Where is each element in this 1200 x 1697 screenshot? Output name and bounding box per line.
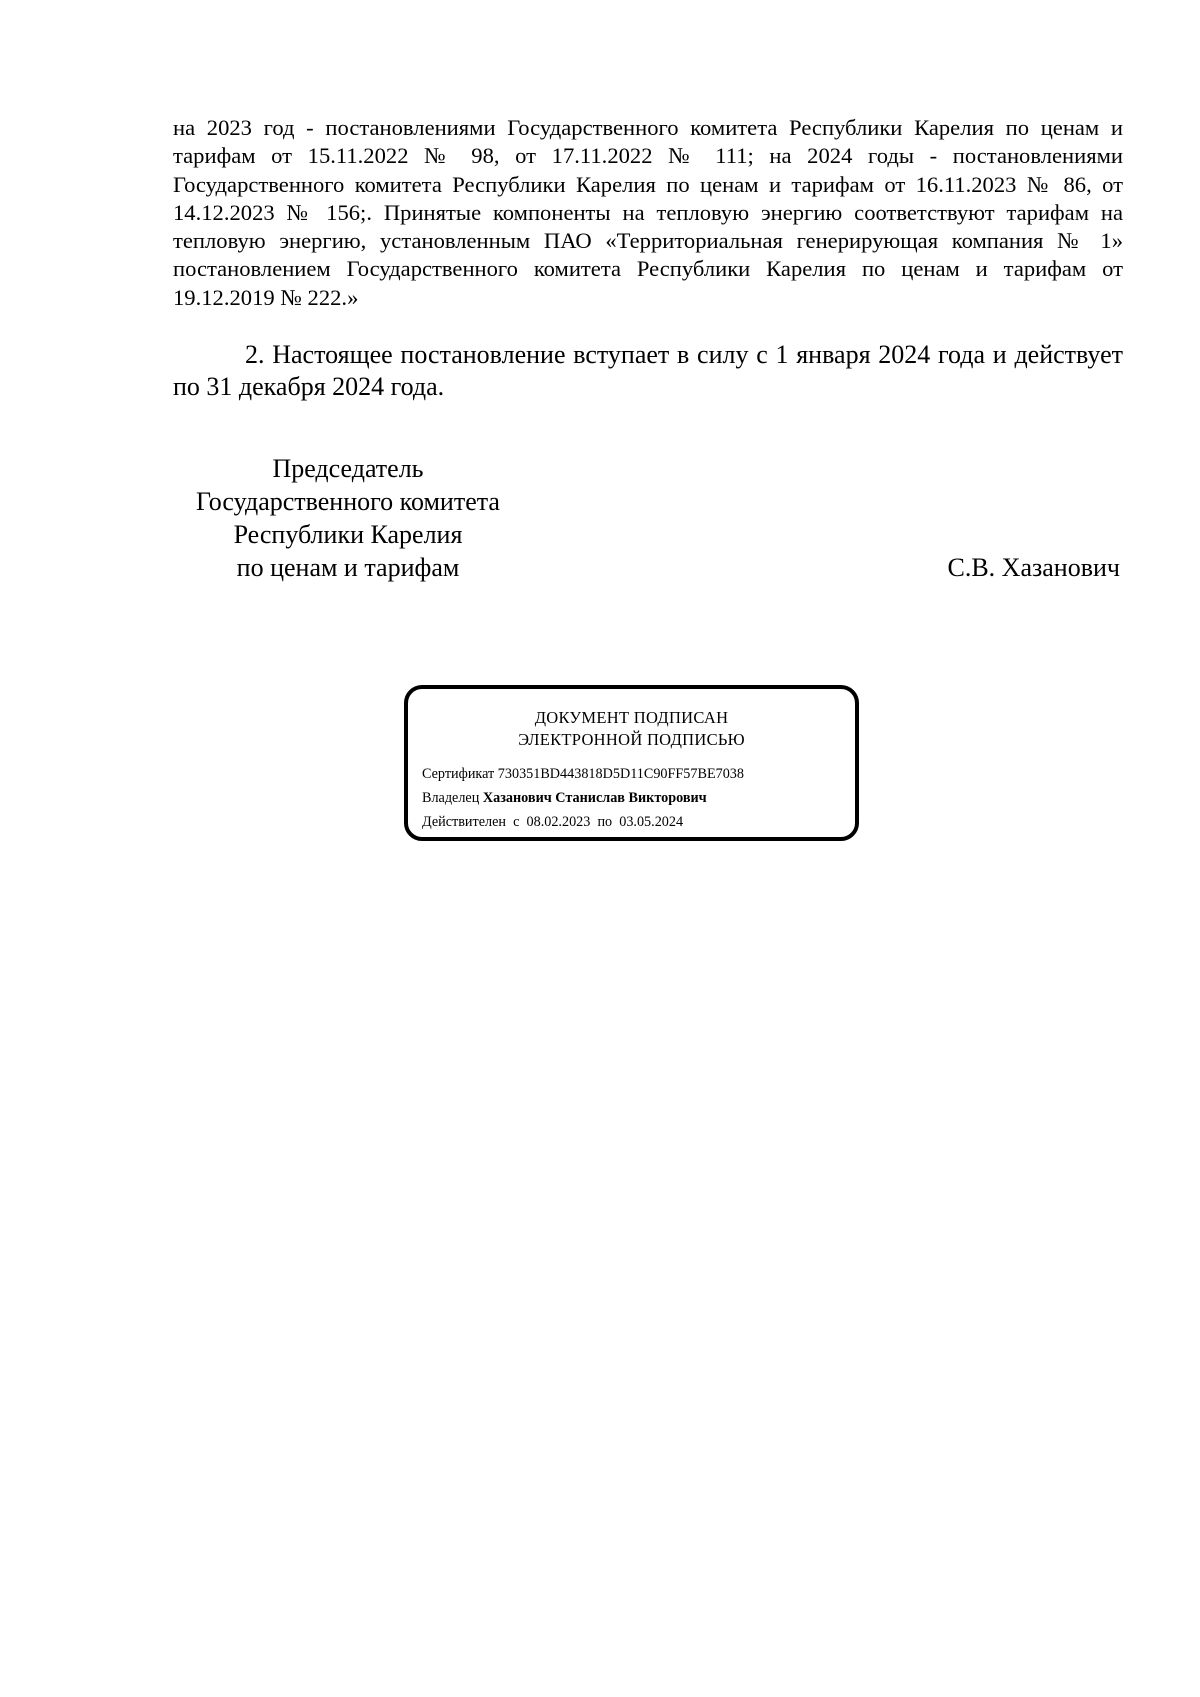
valid-to-label: по	[597, 814, 613, 830]
electronic-signature-stamp	[404, 685, 859, 841]
stamp-title-line: ЭЛЕКТРОННОЙ ПОДПИСЬЮ	[518, 730, 745, 749]
stamp-title-line: ДОКУМЕНТ ПОДПИСАН	[534, 708, 729, 727]
paragraph-tariff-references: на 2023 год - постановлениями Государственного комитета Республики Карелия по ценам и тарифам от 15.11.2022 № 98, от 17.11.2022 № 111; на 2024 годы - постановлениями Государственного комитета Республики Карелия по ценам и тарифам от 16.11.2023 № 86, от 14.12.2023 № 156;. Принятые компоненты на тепловую энергию соответствуют тарифам на тепловую энергию, установленным ПАО «Территориальная генерирующая компания № 1» постановлением Государственного комитета Республики Карелия по ценам и тарифам от 19.12.2019 № 222.»	[173, 115, 1123, 310]
certificate-value: 730351BD443818D5D11C90FF57BE7038	[497, 766, 744, 782]
signatory-name: С.В. Хазанович	[947, 553, 1120, 582]
position-line: Республики Карелия	[233, 520, 463, 549]
valid-from-date: 08.02.2023	[526, 814, 591, 830]
position-line: по ценам и тарифам	[236, 553, 460, 582]
signatory-position	[173, 452, 523, 584]
certificate-label: Сертификат	[422, 766, 495, 782]
owner-label: Владелец	[422, 790, 480, 806]
owner-value: Хазанович Станислав Викторович	[482, 790, 707, 806]
position-line: Председатель	[272, 454, 424, 483]
stamp-validity	[422, 813, 683, 831]
valid-to-date: 03.05.2024	[619, 814, 684, 830]
stamp-owner	[422, 789, 707, 807]
valid-label: Действителен	[422, 814, 506, 830]
position-line: Государственного комитета	[196, 487, 500, 516]
stamp-title	[408, 707, 855, 751]
valid-from-label: с	[513, 814, 520, 830]
paragraph-effective-date: 2. Настоящее постановление вступает в силу с 1 января 2024 года и действует по 31 декабря 2024 года.	[173, 340, 1123, 401]
stamp-certificate	[422, 765, 744, 783]
